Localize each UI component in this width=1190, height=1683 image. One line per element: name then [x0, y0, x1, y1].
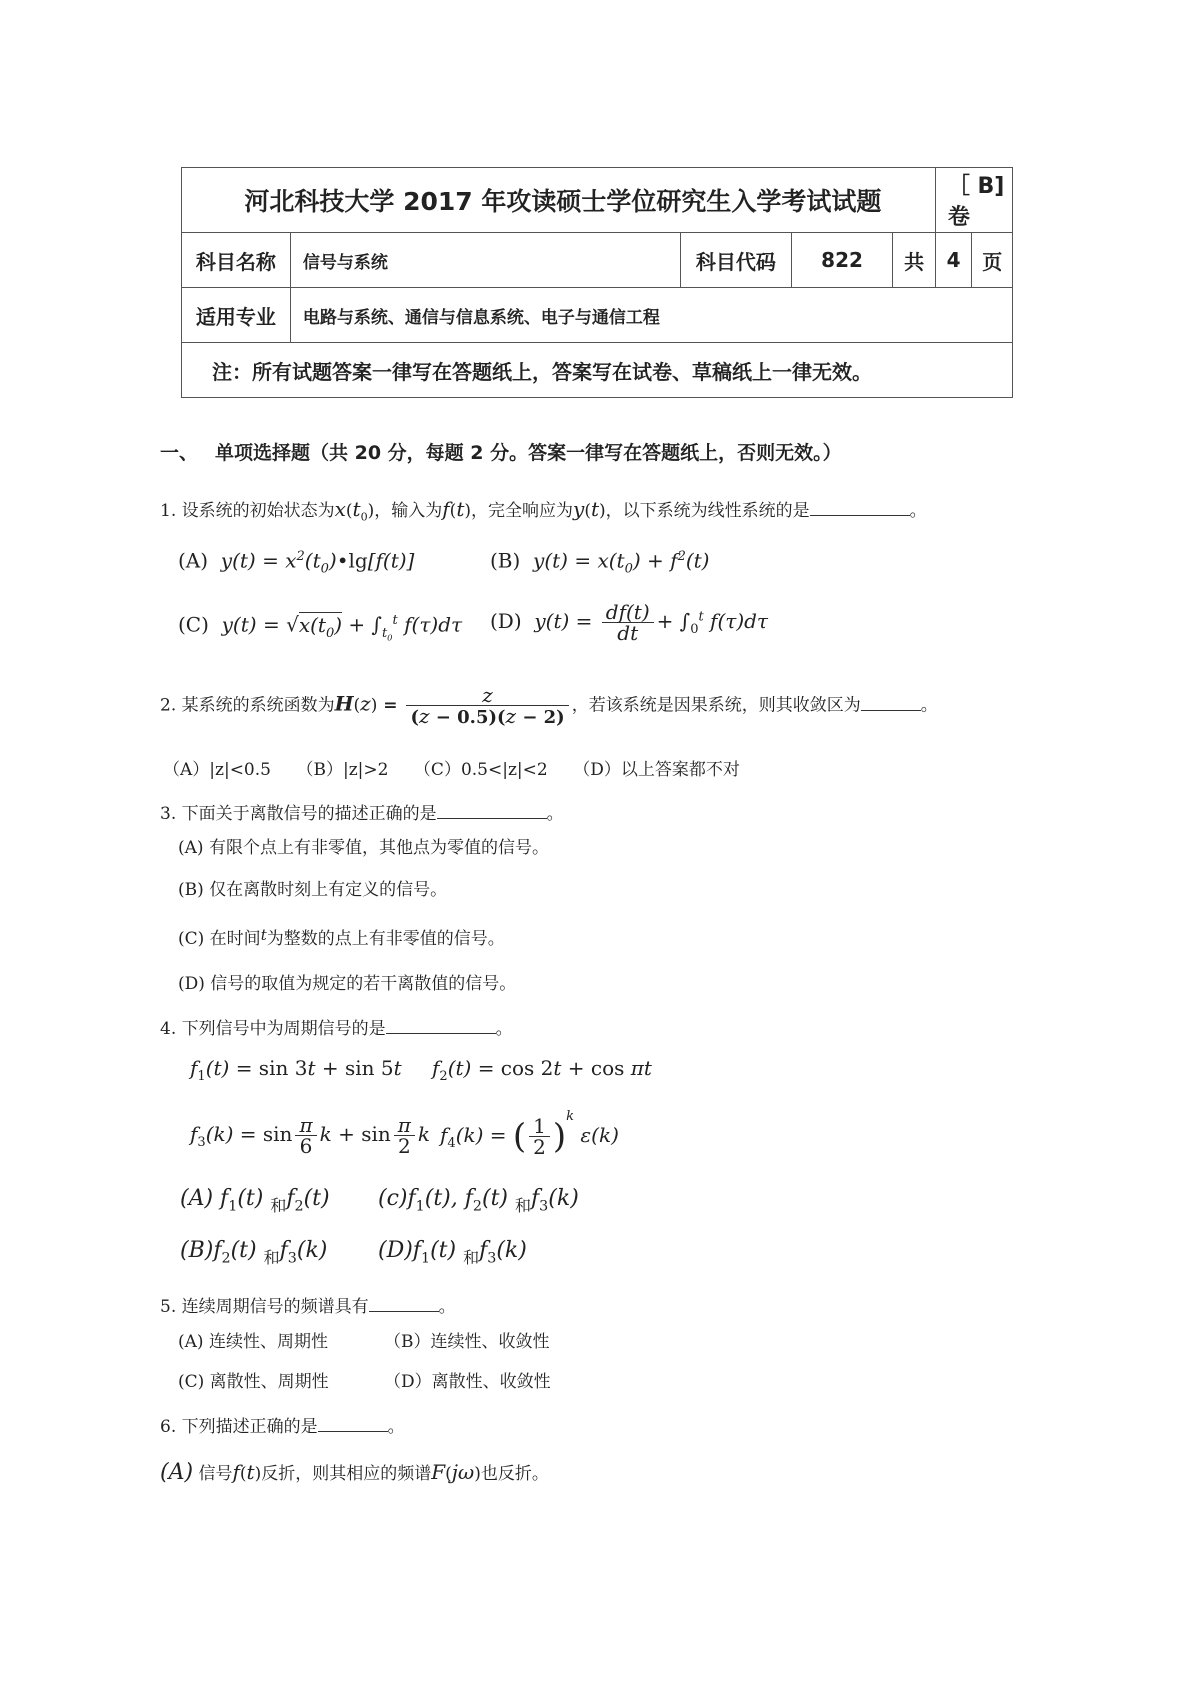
q4-option-c: $(c)f_1(t)$, $f_2(t)$ $_和f_3(k)$	[378, 1186, 579, 1215]
q4-signal-f2: $f_2(t) = \cos 2t + \cos \pi t$	[432, 1056, 652, 1084]
section-number: 一、	[160, 442, 199, 464]
q3-option-a: (A) 有限个点上有非零值，其他点为零值的信号。	[178, 838, 549, 858]
question-2-options: （A）|z|<0.5 （B）|z|>2 （C）0.5<|z|<2 （D）以上答案都不对	[163, 760, 740, 780]
q5-option-a: (A) 连续性、周期性	[178, 1332, 328, 1352]
code-value: 822	[791, 233, 893, 288]
q4-signal-f3: $f_3(k) = \sin$ $\frac{\pi}{6}$ k + sin $\frac{\pi}{2}$ k	[190, 1113, 431, 1158]
pages-prefix: 共	[893, 233, 936, 288]
q4-signal-f1: $f_1(t) = \sin 3t + \sin 5t$	[190, 1056, 402, 1084]
question-4-stem: 4. 下列信号中为周期信号的是 。	[160, 1016, 513, 1038]
q3-option-b: (B) 仅在离散时刻上有定义的信号。	[178, 880, 448, 900]
q4-option-b: $(B)f_2(t)$ $_和f_3(k)$	[180, 1238, 328, 1267]
exam-note: 注：所有试题答案一律写在答题纸上，答案写在试卷、草稿纸上一律无效。	[182, 343, 1013, 398]
pages-value: 4	[935, 233, 972, 288]
q1-option-b: (B) $y(t) = x(t_0) + f^2(t)$	[490, 548, 710, 577]
q1-option-c: (C) $y(t) = √x(t_0) + \int_{t_0}^t$ f(τ)dτ	[178, 612, 463, 643]
q3-option-c: (C) 在时间t为整数的点上有非零值的信号。	[178, 926, 505, 949]
pages-suffix: 页	[972, 233, 1013, 288]
question-6-stem: 6. 下列描述正确的是 。	[160, 1414, 405, 1436]
question-1-stem: 1. 设系统的初始状态为$x(t_0)$，输入为f(t)，完全响应为y(t)，以下系统为线性系统的是 。	[160, 497, 927, 524]
question-3-stem: 3. 下面关于离散信号的描述正确的是 。	[160, 801, 564, 823]
q4-option-a: (A) $f_1(t)$ $_和f_2(t)$	[180, 1186, 330, 1215]
subject-value: 信号与系统	[290, 233, 680, 288]
q5-option-c: (C) 离散性、周期性	[178, 1372, 329, 1392]
paper-version: ［ B]卷	[935, 168, 1012, 233]
q1-option-a: (A) $y(t) = x^2(t_0)•\lg[f(t)]$	[178, 548, 415, 577]
q6-option-a: (A) 信号f(t)反折，则其相应的频谱F(jω)也反折。	[160, 1460, 549, 1485]
exam-title: 河北科技大学 2017 年攻读硕士学位研究生入学考试试题	[182, 168, 936, 233]
major-label: 适用专业	[182, 288, 291, 343]
question-2-stem: 2. 某系统的系统函数为H(z) = $\frac{z}{(z - 0.5)(z - 2)}$ ，若该系统是因果系统，则其收敛区为 。	[160, 683, 938, 728]
q1-option-d: (D) y(t) = $\frac{df(t)}{dt}$ + $\int_0^t$ f(τ)dτ	[490, 600, 768, 645]
q5-option-d: （D）离散性、收敛性	[384, 1372, 551, 1392]
q4-option-d: $(D)f_1(t)$ $_和f_3(k)$	[378, 1238, 527, 1267]
major-value: 电路与系统、通信与信息系统、电子与通信工程	[290, 288, 1012, 343]
subject-label: 科目名称	[182, 233, 291, 288]
code-label: 科目代码	[680, 233, 791, 288]
q5-option-b: （B）连续性、收敛性	[384, 1332, 550, 1352]
section-title: 单项选择题（共 20 分，每题 2 分。答案一律写在答题纸上，否则无效。）	[215, 442, 842, 464]
question-5-stem: 5. 连续周期信号的频谱具有 。	[160, 1294, 456, 1316]
q4-signal-f4: $f_4(k)$ = ( $\frac{1}{2}$ )$^k$ ε(k)	[440, 1109, 619, 1159]
q3-option-d: (D) 信号的取值为规定的若干离散值的信号。	[178, 974, 517, 994]
exam-header-table	[181, 167, 1013, 398]
